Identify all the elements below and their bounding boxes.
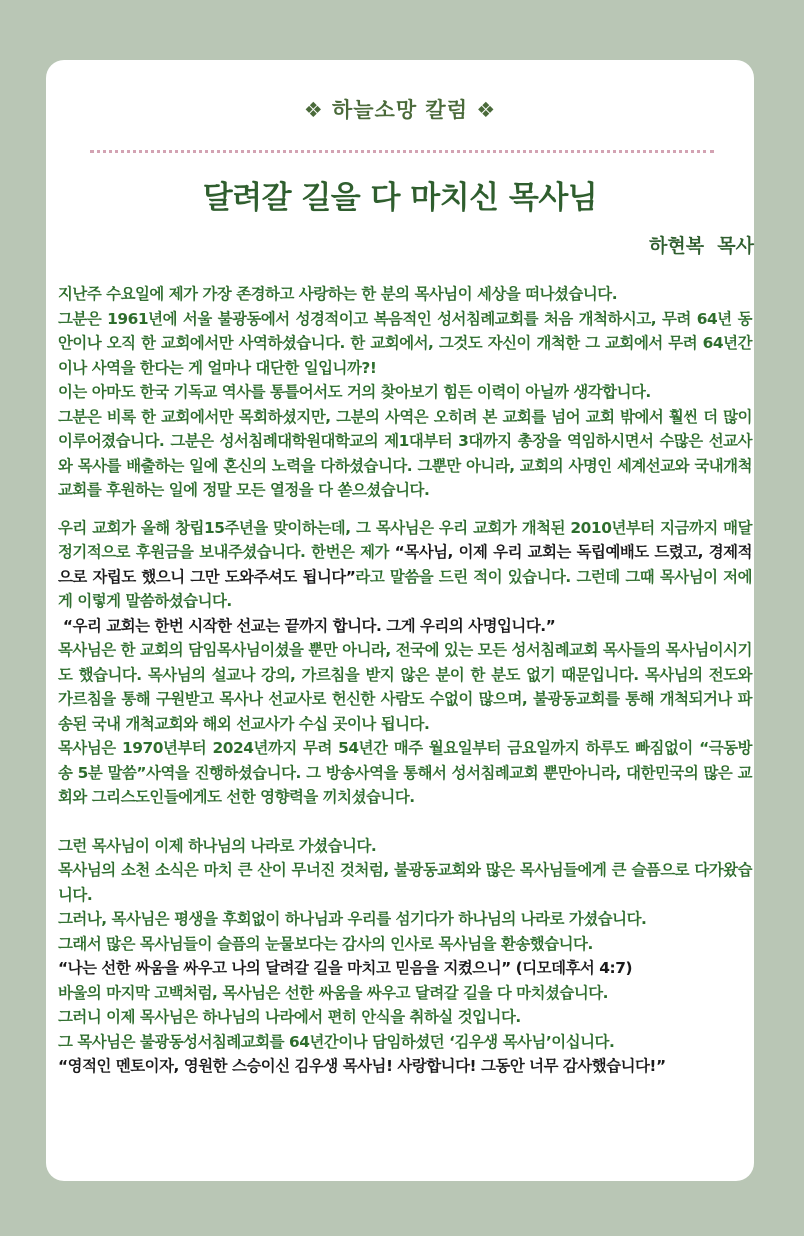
quote-text: “목사님, 이제 우리 교회는 독립예배도 드렸고, 경제적으로 자립도 했으니 그만 도와주셔도 됩니다” <box>58 543 752 586</box>
paragraph-text: 라고 말씀을 드린 적이 있습니다. 그런데 그때 목사님이 저에게 이렇게 말씀하셨습니다. <box>58 567 753 610</box>
paragraph-text: 우리 교회가 올해 창립15주년을 맞이하는데, 그 목사님은 우리 교회가 개척된 2010년부터 지금까지 매달 정기적으로 후원금을 보내주셨습니다. 한번은 제가 <box>58 518 752 561</box>
paragraph: 그래서 많은 목사님들이 슬픔의 눈물보다는 감사의 인사로 목사님을 환송했습니다. <box>58 934 593 953</box>
quote-paragraph: “우리 교회는 한번 시작한 선교는 끝까지 합니다. 그게 우리의 사명입니다.” <box>58 616 556 635</box>
closing-quote: “영적인 멘토이자, 영원한 스승이신 김우생 목사님! 사랑합니다! 그동안 너무 감사했습니다!” <box>58 1057 666 1075</box>
paragraph: 목사님은 한 교회의 담임목사님이셨을 뿐만 아니라, 전국에 있는 모든 성서침례교회 목사들의 목사님이시기도 했습니다. 목사님의 설교나 강의, 가르침을 받지 않은 분이 한 분도 없기 때문입니다. 목사님의 전도와 가르침을 통해 구원받고 목사나 선교사로 헌신한 사람도 수없이 많으며, 불광동교회를 통해 개척되거나 파송된 국내 개척교회와 해외 선교사가 수십 곳이나 됩니다. <box>58 641 752 733</box>
dotted-divider <box>90 150 714 153</box>
paragraph <box>58 516 752 614</box>
author-label: 하현복 목사 <box>649 235 754 257</box>
column-body <box>58 282 752 1079</box>
paragraph: 지난주 수요일에 제가 가장 존경하고 사랑하는 한 분의 목사님이 세상을 떠나셨습니다. <box>58 285 618 303</box>
paragraph: 그분은 비록 한 교회에서만 목회하셨지만, 그분의 사역은 오히려 본 교회를 넘어 교회 밖에서 훨씬 더 많이 이루어졌습니다. 그분은 성서침례대학원대학교의 제1대부터 3대까지 총장을 역임하시면서 수많은 선교사와 목사를 배출하는 일에 혼신의 노력을 다하셨습니다. 그뿐만 아니라, 교회의 사명인 세계선교와 국내개척교회를 후원하는 일에 정말 모든 열정을 다 쏟으셨습니다. <box>58 407 752 499</box>
paragraph: 목사님은 1970년부터 2024년까지 무려 54년간 매주 월요일부터 금요일까지 하루도 빠짐없이 “극동방송 5분 말씀”사역을 진행하셨습니다. 그 방송사역을 통해서 성서침례교회 뿐만아니라, 대한민국의 많은 교회와 그리스도인들에게도 선한 영향력을 끼치셨습니다. <box>58 739 752 806</box>
paragraph: 그러나, 목사님은 평생을 후회없이 하나님과 우리를 섬기다가 하나님의 나라로 가셨습니다. <box>58 910 647 928</box>
paragraph: 그러니 이제 목사님은 하나님의 나라에서 편히 안식을 취하실 것입니다. <box>58 1008 521 1026</box>
paragraph: 그런 목사님이 이제 하나님의 나라로 가셨습니다. <box>58 836 377 855</box>
column-title: 달려갈 길을 다 마치신 목사님 <box>202 180 598 216</box>
paragraph: 이는 아마도 한국 기독교 역사를 통틀어서도 거의 찾아보기 힘든 이력이 아닐까 생각합니다. <box>58 383 651 401</box>
column-card <box>46 60 754 1181</box>
paragraph: 바울의 마지막 고백처럼, 목사님은 선한 싸움을 싸우고 달려갈 길을 다 마치셨습니다. <box>58 983 609 1002</box>
paragraph: 그분은 1961년에 서울 불광동에서 성경적이고 복음적인 성서침례교회를 처음 개척하시고, 무려 64년 동안이나 오직 한 교회에서만 사역하셨습니다. 한 교회에서, 그것도 자신이 개척한 그 교회에서 무려 64년간이나 사역을 한다는 게 얼마나 대단한 일입니까?! <box>58 309 752 377</box>
paragraph: 목사님의 소천 소식은 마치 큰 산이 무너진 것처럼, 불광동교회와 많은 목사님들에게 큰 슬픔으로 다가왔습니다. <box>58 861 752 904</box>
column-header: ❖ 하늘소망 칼럼 ❖ <box>303 98 497 122</box>
author-name <box>46 231 754 258</box>
paragraph: 그 목사님은 불광동성서침례교회를 64년간이나 담임하셨던 ‘김우생 목사님’이십니다. <box>58 1032 615 1051</box>
scripture-quote: “나는 선한 싸움을 싸우고 나의 달려갈 길을 마치고 믿음을 지켰으니” (디모데후서 4:7) <box>58 959 633 977</box>
